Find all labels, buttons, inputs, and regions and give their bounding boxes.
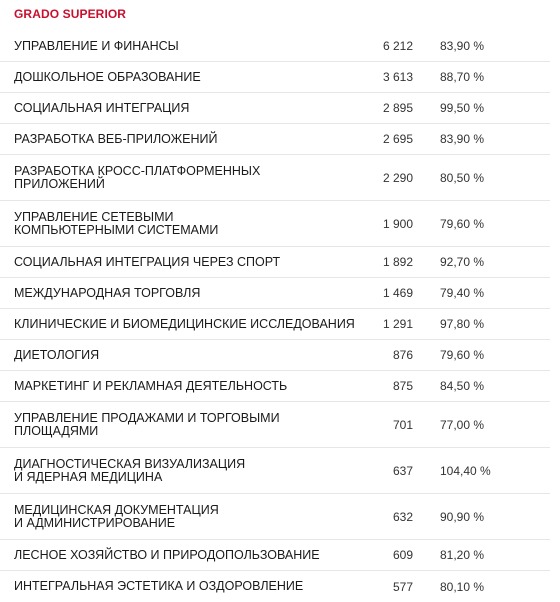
program-name: ДИАГНОСТИЧЕСКАЯ ВИЗУАЛИЗАЦИЯ И ЯДЕРНАЯ МЕДИЦИНА: [14, 456, 246, 484]
program-name: УПРАВЛЕНИЕ ПРОДАЖАМИ И ТОРГОВЫМИ ПЛОЩАДЯМИ: [14, 410, 280, 438]
program-name: УПРАВЛЕНИЕ И ФИНАНСЫ: [14, 38, 179, 53]
table-row: [0, 494, 550, 540]
enrollment-count: 609: [392, 548, 413, 562]
enrollment-count: 701: [392, 417, 413, 432]
enrollment-count: 876: [392, 348, 413, 362]
percentage: 77,00 %: [440, 417, 485, 432]
enrollment-count: 3 613: [382, 70, 413, 84]
percentage: 83,90 %: [440, 39, 485, 53]
enrollment-count: 632: [392, 509, 413, 524]
program-name: СОЦИАЛЬНАЯ ИНТЕГРАЦИЯ: [14, 100, 190, 115]
enrollment-count: 637: [392, 463, 413, 478]
programs-table: [0, 31, 550, 602]
table-row: [0, 155, 550, 201]
table-row: [0, 371, 550, 402]
table-row: [0, 124, 550, 155]
enrollment-count: 875: [392, 379, 413, 393]
enrollment-count: 6 212: [382, 39, 413, 53]
percentage: 80,10 %: [440, 579, 485, 594]
enrollment-count: 1 291: [382, 317, 413, 331]
enrollment-count: 1 892: [382, 255, 413, 269]
program-name: УПРАВЛЕНИЕ СЕТЕВЫМИ КОМПЬЮТЕРНЫМИ СИСТЕМАМИ: [14, 209, 219, 237]
table-row: [0, 31, 550, 62]
percentage: 81,20 %: [440, 548, 485, 562]
table-row: [0, 448, 550, 494]
percentage: 79,60 %: [440, 348, 485, 362]
enrollment-count: 2 290: [382, 170, 413, 185]
table-row: [0, 278, 550, 309]
table-row: [0, 93, 550, 124]
percentage: 90,90 %: [440, 509, 485, 524]
percentage: 79,60 %: [440, 216, 485, 231]
program-name: МЕДИЦИНСКАЯ ДОКУМЕНТАЦИЯ И АДМИНИСТРИРОВАНИЕ: [14, 502, 219, 530]
program-name: МЕЖДУНАРОДНАЯ ТОРГОВЛЯ: [14, 285, 201, 300]
enrollment-count: 1 900: [382, 216, 413, 231]
table-row: [0, 247, 550, 278]
percentage: 88,70 %: [440, 70, 485, 84]
program-name: СОЦИАЛЬНАЯ ИНТЕГРАЦИЯ ЧЕРЕЗ СПОРТ: [14, 254, 281, 269]
program-name: ДОШКОЛЬНОЕ ОБРАЗОВАНИЕ: [14, 69, 201, 84]
program-name: МАРКЕТИНГ И РЕКЛАМНАЯ ДЕЯТЕЛЬНОСТЬ: [14, 378, 288, 393]
program-name: КЛИНИЧЕСКИЕ И БИОМЕДИЦИНСКИЕ ИССЛЕДОВАНИЯ: [14, 316, 355, 331]
percentage: 79,40 %: [440, 286, 485, 300]
percentage: 83,90 %: [440, 132, 485, 146]
enrollment-count: 2 695: [382, 132, 413, 146]
program-name: ИНТЕГРАЛЬНАЯ ЭСТЕТИКА И ОЗДОРОВЛЕНИЕ: [14, 579, 304, 593]
program-name: РАЗРАБОТКА КРОСС-ПЛАТФОРМЕННЫХ ПРИЛОЖЕНИЙ: [14, 163, 261, 191]
enrollment-count: 2 895: [382, 101, 413, 115]
table-row: [0, 201, 550, 247]
section-title: GRADO SUPERIOR: [14, 7, 127, 21]
enrollment-count: 577: [392, 579, 413, 594]
percentage: 99,50 %: [440, 101, 485, 115]
program-name: РАЗРАБОТКА ВЕБ-ПРИЛОЖЕНИЙ: [14, 131, 218, 146]
program-name: ДИЕТОЛОГИЯ: [14, 347, 100, 362]
table-row: [0, 309, 550, 340]
table-row: [0, 571, 550, 602]
table-row: [0, 540, 550, 571]
percentage: 92,70 %: [440, 255, 485, 269]
program-name: ЛЕСНОЕ ХОЗЯЙСТВО И ПРИРОДОПОЛЬЗОВАНИЕ: [14, 547, 320, 562]
table-row: [0, 340, 550, 371]
percentage: 84,50 %: [440, 379, 485, 393]
enrollment-count: 1 469: [382, 286, 413, 300]
percentage: 104,40 %: [440, 463, 491, 478]
percentage: 97,80 %: [440, 317, 485, 331]
table-row: [0, 402, 550, 448]
percentage: 80,50 %: [440, 170, 485, 185]
table-row: [0, 62, 550, 93]
